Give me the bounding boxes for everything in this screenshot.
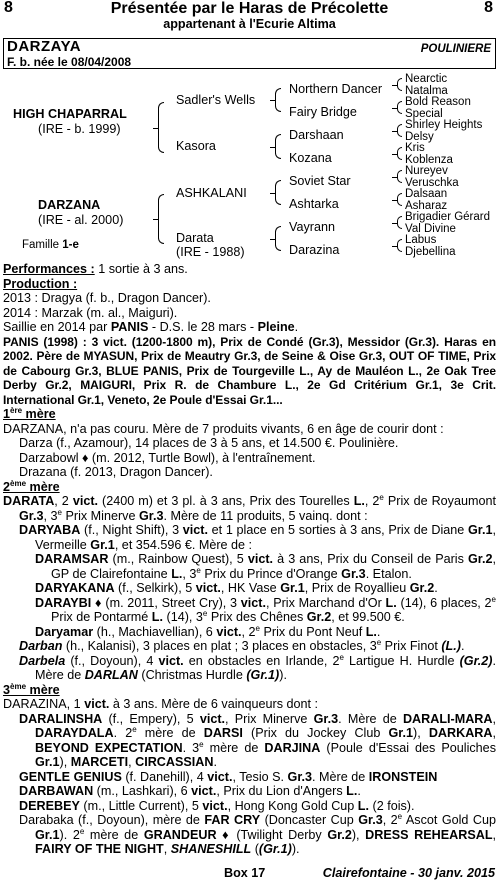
t: L.: [357, 798, 369, 813]
t: vict.: [195, 581, 221, 595]
horse: DARALINSHA: [19, 711, 103, 726]
t: , 2: [364, 494, 380, 508]
produce-record: [19, 639, 496, 654]
t: IRONSTEIN: [368, 769, 438, 784]
gen4-item: Labus: [405, 234, 437, 246]
t: (m., Lashkari), 6: [93, 784, 192, 798]
t: vict.: [207, 769, 233, 784]
t: .: [213, 755, 217, 769]
sale-place-date: Clairefontaine - 30 janv. 2015: [322, 866, 495, 880]
t: ,: [492, 827, 497, 842]
t: L.: [365, 624, 377, 639]
gen2-item: ASHKALANI: [176, 186, 247, 200]
t: (14), 3: [163, 610, 203, 624]
t: Gr.2: [468, 552, 493, 566]
t: Prix du Prince d'Orange: [200, 566, 342, 581]
t: . Mère de: [35, 653, 497, 682]
horse: Daryamar: [35, 624, 94, 639]
t: ,: [128, 755, 136, 769]
stallion-name: PANIS: [110, 320, 149, 334]
t: DARAZINA, 1: [3, 697, 85, 711]
t: ). 2: [59, 827, 80, 842]
gen3-item: Fairy Bridge: [289, 105, 357, 119]
horse: DARATA: [3, 494, 55, 508]
t: MARCETI: [70, 755, 129, 769]
t: Prix de Pontarmé: [51, 610, 152, 624]
produce-line: Darzabowl ♦ (m. 2012, Turtle Bowl), à l'entraînement.: [19, 450, 316, 465]
t: et 1 place en 5 sorties à 3 ans, Prix de Diane: [207, 523, 468, 537]
t: ),: [413, 726, 429, 740]
horse: DARBAWAN: [19, 784, 94, 798]
t: (Gr.2): [459, 653, 493, 668]
t: (2 fois).: [369, 798, 415, 813]
second-dam-produce: [3, 523, 496, 683]
t: . 2: [113, 726, 133, 740]
t: vict.: [72, 494, 99, 508]
gen3-item: Northern Dancer: [289, 82, 383, 96]
bracket: [158, 194, 164, 244]
performances-label: Performances :: [3, 262, 95, 276]
t: vict.: [216, 624, 242, 639]
t: (2400 m) et 3 pl. à 3 ans, Prix des Tourelles: [98, 494, 354, 508]
pedigree: [0, 74, 499, 262]
t: Gr.2: [409, 581, 435, 595]
t: Lartigue H. Hurdle: [343, 653, 460, 668]
text: Saillie en 2014 par: [3, 320, 111, 334]
t: Gr.3: [19, 508, 44, 523]
t: vict.: [202, 798, 228, 813]
text: 1: [3, 407, 11, 421]
t: (f., Selkirk), 5: [114, 581, 196, 595]
produce-record: [35, 625, 496, 640]
t: (14), 6 places, 2: [396, 595, 492, 610]
gen4-item: Brigadier Gérard: [405, 211, 491, 223]
dam-record: [3, 697, 496, 712]
t: (f., Night Shift), 3: [80, 523, 183, 537]
produce-record: [19, 813, 496, 857]
t: Gr.1: [388, 726, 413, 740]
t: L.: [346, 784, 358, 798]
text: .: [294, 320, 299, 334]
horse: GENTLE GENIUS: [19, 769, 122, 784]
page-title: Présentée par le Haras de Précolette: [110, 0, 389, 17]
t: , et 99.500 €.: [331, 610, 405, 624]
dam-record: [3, 494, 496, 523]
t: vict.: [240, 595, 266, 610]
t: ),: [59, 755, 71, 769]
gen3-item: Darshaan: [289, 128, 344, 142]
t: vict.: [182, 523, 208, 537]
t: Gr.1: [467, 523, 493, 537]
t: à 3 ans, Prix du Conseil de Paris: [273, 552, 468, 566]
t: e: [199, 739, 204, 749]
t: CIRCASSIAN: [135, 755, 214, 769]
t: . Mère de 11 produits, 5 vainq. dont :: [163, 508, 368, 523]
t: e: [379, 492, 384, 502]
gen4-item: Nureyev: [405, 165, 448, 177]
horse-name: DARZAYA: [7, 38, 82, 55]
t: .: [357, 784, 361, 798]
t: Gr.2: [327, 827, 352, 842]
t: Gr.1: [35, 827, 60, 842]
horse: DARAMSAR: [35, 552, 109, 566]
text: 3: [3, 682, 11, 697]
lot-number-left: 8: [4, 0, 13, 16]
t: vict.: [199, 711, 226, 726]
gen4-item: Delsy: [405, 130, 434, 143]
horse-name-box: [3, 38, 496, 69]
produce-record: [19, 712, 496, 770]
sup: ème: [10, 681, 27, 691]
stallion-record: PANIS (1998) : 3 vict. (1200-1800 m), Prix de Condé (Gr.3), Messidor (Gr.3). Haras en 2002. Père de MYASUN, Prix de Meautry Gr.3, de Seine & Oise Gr.3, OUT OF TIME, Prix de Cabourg Gr.3, BLUE PANIS, Prix de Tourgeville L., Ay de Mauléon L., 2e Oak Tree Derby Gr.2, MAIGURI, Prix R. de Chambure L., 2e Gd Critérium Gr.1, 3e Crit. International Gr.1, Veneto, 2e Poule d'Essai Gr.1...: [3, 334, 496, 407]
t: (m., Rainbow Quest), 5: [108, 552, 248, 566]
t: à 3 ans. Mère de 6 vainqueurs dont :: [109, 697, 319, 711]
production-label: Production :: [3, 276, 78, 291]
t: DRESS REHEARSAL: [365, 827, 493, 842]
lot-number-right: 8: [484, 0, 493, 16]
horse: DARAYBI: [35, 595, 92, 610]
bracket: [275, 226, 281, 251]
t: ,: [492, 711, 496, 726]
t: e: [132, 724, 137, 734]
t: ,: [492, 726, 496, 740]
bracket: [275, 88, 281, 112]
t: (Gr.1): [246, 668, 280, 682]
t: Gr.1: [90, 537, 115, 552]
gen4-item: Shirley Heights: [405, 119, 483, 131]
horse: DARYABA: [19, 523, 81, 537]
t: L.: [151, 610, 163, 624]
t: L.: [171, 566, 183, 581]
second-dam-label: [3, 480, 496, 495]
t: (f., Doyoun), 4: [65, 653, 159, 668]
t: DARALI-MARA: [402, 711, 493, 726]
bracket: [397, 78, 402, 91]
t: FAIRY OF THE NIGHT: [35, 842, 164, 856]
t: .: [434, 581, 438, 595]
t: ),: [351, 827, 366, 842]
horse-category: POULINIERE: [420, 43, 491, 55]
t: (f. Danehill), 4: [121, 769, 208, 784]
t: , Prix de Royallieu: [304, 581, 410, 595]
t: (Prix du Jockey Club: [242, 726, 389, 740]
bracket: [397, 101, 402, 114]
t: Gr.1: [280, 581, 305, 595]
t: e: [57, 507, 62, 517]
t: DARAYDALA: [35, 726, 114, 740]
t: ).: [291, 842, 300, 856]
t: . Mère de: [338, 711, 403, 726]
t: , HK Vase: [220, 581, 281, 595]
t: (h., Machiavellian), 6: [93, 624, 217, 639]
dam-name: DARZANA: [38, 198, 101, 212]
t: , Tesio S.: [232, 769, 288, 784]
production-line: 2013 : Dragya (f. b., Dragon Dancer).: [3, 291, 211, 305]
gen4-item: Nearctic: [405, 73, 448, 85]
t: e: [376, 637, 382, 647]
bracket: [158, 102, 164, 153]
t: , 2: [382, 813, 398, 827]
page-subtitle: appartenant à l'Ecurie Altima: [163, 17, 336, 31]
text: mère: [26, 682, 60, 697]
t: (f., Empery), 5: [102, 711, 200, 726]
t: Prix de Royaumont: [383, 494, 496, 508]
produce-record: [19, 654, 496, 683]
bracket: [397, 239, 402, 252]
t: Gr.2: [306, 610, 332, 624]
third-dam-produce: [3, 712, 496, 857]
t: Prix des Chênes: [207, 610, 307, 624]
t: DARJINA: [264, 740, 321, 755]
dam-family: [22, 238, 79, 253]
t: , Prix du Lion d'Angers: [216, 784, 347, 798]
t: (Christmas Hurdle: [137, 668, 247, 682]
t: Gr.3: [341, 566, 366, 581]
t: Darabaka (f., Doyoun), mère de: [19, 813, 205, 827]
t: , GP de Clairefontaine: [51, 552, 497, 581]
production-line: 2014 : Marzak (m. al., Maiguri).: [3, 305, 178, 320]
t: Prix du Pont Neuf: [260, 624, 366, 639]
bracket: [397, 193, 402, 206]
t: Prix Finot: [381, 639, 442, 653]
sup: ème: [10, 478, 27, 488]
gen3-item: Vayrann: [289, 220, 335, 234]
first-dam-line: DARZANA, n'a pas couru. Mère de 7 produits vivants, 6 en âge de courir dont :: [3, 421, 444, 436]
grand-produce: [19, 552, 496, 639]
gen4-item: Val Divine: [405, 222, 456, 235]
box-number: Box 17: [224, 866, 266, 880]
bracket: [397, 170, 402, 183]
gen2-item: Darata: [176, 231, 214, 245]
t: e: [202, 608, 208, 618]
t: mère de: [136, 726, 204, 740]
first-dam-label: [3, 407, 496, 422]
performances-text: 1 sortie à 3 ans.: [94, 262, 188, 276]
t: DARSI: [203, 726, 243, 740]
gen3-item: Soviet Star: [289, 174, 351, 188]
t: Ascot Gold Cup: [402, 813, 496, 827]
gen4-item: Dalsaan: [405, 188, 448, 200]
text: mère: [22, 407, 56, 421]
t: ).: [279, 668, 287, 682]
sire-name: HIGH CHAPARRAL: [13, 107, 127, 121]
produce-line: Darza (f., Azamour), 14 places de 3 à 5 ans, et 14.500 €. Poulinière.: [19, 436, 399, 450]
t: Gr.3: [138, 508, 164, 523]
horse: Darban: [19, 639, 63, 653]
t: mère de: [84, 827, 144, 842]
t: , 2: [241, 624, 256, 639]
t: Gr.3: [287, 769, 313, 784]
gen4-item: Asharaz: [405, 199, 448, 212]
t: Gr.1: [35, 755, 60, 769]
third-dam-label: [3, 683, 496, 698]
text: - D.S. le 28 mars -: [148, 320, 258, 334]
t: (Gr.1): [258, 842, 292, 856]
catalogue-body: [3, 262, 496, 857]
produce-record: [35, 581, 496, 596]
family-value: 1-e: [62, 239, 79, 251]
bracket: [397, 147, 402, 160]
bracket: [397, 216, 402, 229]
covering-line: [3, 320, 496, 335]
produce-record: [19, 784, 496, 799]
page-header: [0, 0, 499, 30]
t: , Hong Kong Gold Cup: [227, 798, 358, 813]
t: Gr.3: [313, 711, 339, 726]
produce-record: [19, 770, 496, 785]
t: FAR CRY: [204, 813, 261, 827]
t: ♦ (Twilight Derby: [216, 827, 328, 842]
t: , 3: [182, 566, 197, 581]
t: (Doncaster Cup: [260, 813, 359, 827]
t: (Poule d'Essai des Pouliches: [320, 740, 496, 755]
t: ♦ (m. 2011, Street Cry), 3: [91, 595, 241, 610]
gen4-item: Veruschka: [405, 176, 459, 189]
t: e: [491, 594, 496, 604]
t: e: [255, 623, 260, 633]
horse: Darbela: [19, 653, 66, 668]
gen4-item: Bold Reason: [405, 96, 471, 108]
t: , Prix Minerve: [225, 711, 314, 726]
family-prefix: Famille: [22, 239, 63, 251]
t: , 3: [43, 508, 58, 523]
t: GRANDEUR: [143, 827, 217, 842]
t: e: [339, 652, 344, 662]
bracket: [275, 180, 281, 205]
gen2-note: (IRE - 1988): [176, 245, 245, 259]
t: BEYOND EXPECTATION: [35, 740, 183, 755]
t: (m., Little Current), 5: [79, 798, 203, 813]
t: .: [376, 624, 381, 639]
gen4-item: Natalma: [405, 84, 448, 97]
t: , Vermeille: [35, 523, 496, 552]
t: , et 354.596 €. Mère de :: [114, 537, 253, 552]
t: (L.): [441, 639, 461, 653]
gen4-item: Special: [405, 107, 443, 120]
sire-origin: (IRE - b. 1999): [38, 122, 121, 136]
t: en obstacles en Irlande, 2: [183, 653, 340, 668]
gen3-item: Kozana: [289, 151, 332, 165]
t: vict.: [247, 552, 274, 566]
t: , 2: [54, 494, 73, 508]
t: , Prix Marchand d'Or: [265, 595, 386, 610]
text: mère: [26, 479, 60, 494]
t: . Etalon.: [365, 566, 412, 581]
t: e: [79, 826, 85, 836]
t: Prix Minerve: [61, 508, 139, 523]
gen2-item: Sadler's Wells: [176, 93, 256, 107]
produce-record: [35, 552, 496, 581]
produce-line: Drazana (f. 2013, Dragon Dancer).: [19, 465, 213, 479]
t: L.: [385, 595, 397, 610]
gen3-item: Ashtarka: [289, 197, 339, 211]
bracket: [397, 124, 402, 137]
t: . Mère de: [312, 769, 369, 784]
t: vict.: [84, 697, 110, 711]
t: e: [196, 565, 201, 575]
status: Pleine: [257, 320, 295, 334]
t: (: [251, 842, 259, 856]
t: .: [460, 639, 465, 653]
gen2-item: Kasora: [176, 139, 216, 153]
sup: ère: [10, 405, 23, 415]
horse: DARYAKANA: [35, 581, 115, 595]
t: e: [397, 811, 403, 821]
gen4-item: Djebellina: [405, 245, 456, 258]
t: vict.: [191, 784, 217, 798]
performances: [3, 262, 496, 277]
t: mère de: [203, 740, 265, 755]
t: L.: [353, 494, 365, 508]
produce-record: [19, 799, 496, 814]
gen4-item: Koblenza: [405, 153, 453, 166]
t: Gr.3: [358, 813, 383, 827]
horse: DEREBEY: [19, 798, 80, 813]
t: SHANESHILL: [170, 842, 252, 856]
t: vict.: [158, 653, 184, 668]
horse-birth: F. b. née le 08/04/2008: [7, 55, 132, 69]
produce-record: [35, 596, 496, 625]
text: 2: [3, 479, 11, 494]
produce-record: [19, 523, 496, 552]
t: DARLAN: [84, 668, 138, 682]
t: . 3: [182, 740, 200, 755]
t: ,: [163, 842, 171, 856]
gen4-item: Kris: [405, 142, 425, 154]
bracket: [275, 134, 281, 159]
t: (h., Kalanisi), 3 places en plat ; 3 places en obstacles, 3: [62, 639, 377, 653]
gen3-item: Darazina: [289, 243, 340, 257]
t: DARKARA: [428, 726, 493, 740]
dam-origin: (IRE - al. 2000): [38, 213, 124, 227]
